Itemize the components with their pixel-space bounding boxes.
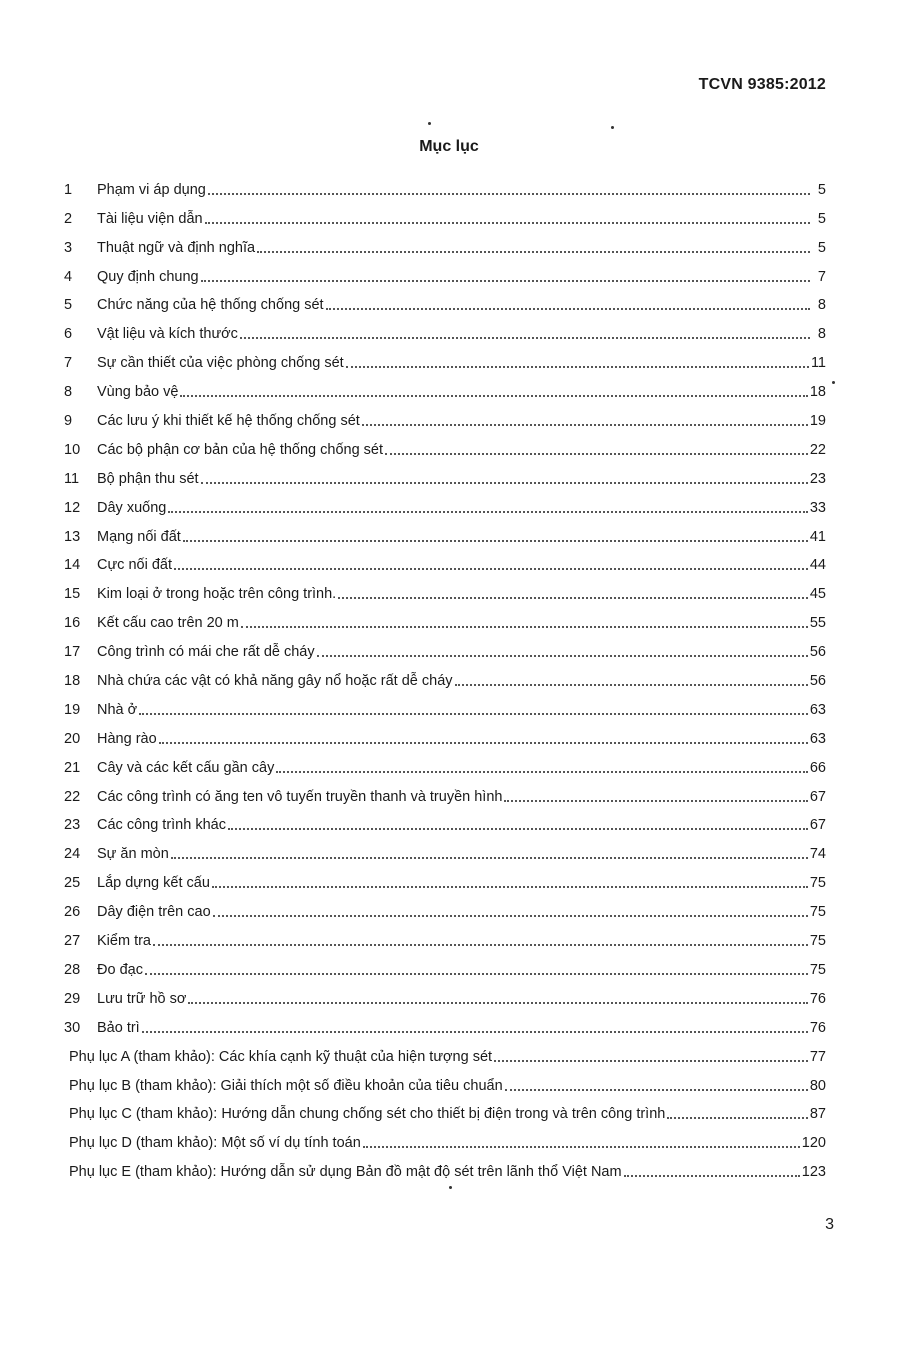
toc-appendix-row [64,1066,826,1095]
toc-row [64,228,826,257]
toc-page-number: 56 [809,673,826,690]
toc-entry-number: 26 [64,904,81,921]
toc-appendix-row [64,1123,826,1152]
scan-speck [611,126,614,129]
toc-entry-number: 18 [64,673,81,690]
dot-leader [208,193,810,195]
dot-leader [188,1002,807,1004]
toc-page-number: 55 [809,615,826,632]
toc-row [64,690,826,719]
toc-row [64,372,826,401]
toc-page-number: 7 [817,268,826,285]
toc-entry-label: Công trình có mái che rất dễ cháy [97,644,315,661]
toc-entry-number: 7 [64,355,73,372]
toc-page-number: 45 [809,586,826,603]
dot-leader [624,1175,800,1177]
toc-entry-label: Quy định chung [97,268,199,285]
toc-row [64,632,826,661]
toc-page-number: 63 [809,701,826,718]
toc-entry-number: 9 [64,413,73,430]
toc-entry-label: Các công trình khác [97,817,226,834]
dot-leader [276,771,808,773]
dot-leader [183,540,808,542]
scan-speck [428,122,431,125]
dot-leader [241,626,808,628]
toc-page-number: 75 [809,875,826,892]
toc-row [64,1008,826,1037]
dot-leader [505,1089,808,1091]
dot-leader [213,915,808,917]
toc-entry-label: Lưu trữ hồ sơ [97,990,187,1007]
dot-leader [153,944,808,946]
toc-row [64,286,826,315]
toc-entry-label: Dây xuống [97,499,167,516]
toc-appendix-label: Phụ lục D (tham khảo): Một số ví dụ tính toán [69,1135,361,1152]
dot-leader [257,251,810,253]
toc-entry-label: Vật liệu và kích thước [97,326,238,343]
toc-row [64,199,826,228]
toc-page-number: 5 [817,210,826,227]
toc-entry-label: Thuật ngữ và định nghĩa [97,239,256,256]
dot-leader [139,713,808,715]
toc-entry-label: Dây điện trên cao [97,904,211,921]
dot-leader [212,886,808,888]
toc-entry-number: 8 [64,384,73,401]
toc-page-number: 74 [809,846,826,863]
toc-entry-number: 16 [64,615,81,632]
dot-leader [362,424,808,426]
toc-row [64,343,826,372]
toc-page-number: 67 [809,788,826,805]
toc-entry-label: Cây và các kết cấu gần cây [97,759,275,776]
toc-page-number: 11 [810,355,826,372]
toc-page-number: 75 [809,961,826,978]
toc-entry-number: 6 [64,326,73,343]
dot-leader [180,395,807,397]
toc-entry-label: Nhà ở [97,701,138,718]
toc-row [64,661,826,690]
toc-entry-label: Mạng nối đất [97,528,181,545]
toc-entry-number: 4 [64,268,73,285]
toc-page-number: 63 [809,730,826,747]
table-of-contents [64,170,826,1181]
toc-row [64,314,826,343]
toc-entry-number: 1 [64,181,73,198]
toc-page-number: 75 [809,933,826,950]
toc-page-number: 76 [809,990,826,1007]
toc-page-number: 19 [809,413,826,430]
dot-leader [338,597,808,599]
toc-page-number: 23 [809,470,826,487]
dot-leader [159,742,808,744]
toc-entry-label: Kiểm tra [97,933,151,950]
toc-row [64,517,826,546]
toc-entry-label: Lắp dựng kết cấu [97,875,210,892]
toc-entry-label: Đo đạc [97,961,143,978]
toc-entry-label: Sự ăn mòn [97,846,169,863]
toc-page-number: 18 [809,384,826,401]
toc-entry-number: 5 [64,297,73,314]
toc-row [64,806,826,835]
toc-row [64,459,826,488]
dot-leader [145,973,808,975]
toc-page-number: 8 [817,326,826,343]
toc-appendix-label: Phụ lục A (tham khảo): Các khía cạnh kỹ thuật của hiện tượng sét [69,1048,493,1065]
toc-row [64,892,826,921]
toc-entry-label: Phạm vi áp dụng [97,181,206,198]
toc-page-number: 67 [809,817,826,834]
toc-page-number: 87 [809,1106,826,1123]
toc-page-number: 76 [809,1019,826,1036]
toc-entry-label: Các công trình có ăng ten vô tuyến truyền thanh và truyền hình [97,788,503,805]
dot-leader [174,568,808,570]
toc-page-number: 80 [809,1077,826,1094]
toc-page-number: 66 [809,759,826,776]
toc-row [64,863,826,892]
toc-page-number: 8 [817,297,826,314]
toc-page-number: 75 [809,904,826,921]
toc-entry-number: 12 [64,499,81,516]
scan-speck [449,1186,452,1189]
toc-row [64,834,826,863]
toc-appendix-row [64,1095,826,1124]
toc-page-number: 22 [809,441,826,458]
toc-appendix-row [64,1152,826,1181]
dot-leader [494,1060,808,1062]
toc-entry-label: Cực nối đất [97,557,172,574]
dot-leader [385,453,808,455]
toc-entry-number: 19 [64,701,81,718]
dot-leader [667,1117,808,1119]
toc-entry-number: 29 [64,990,81,1007]
dot-leader [171,857,808,859]
toc-entry-number: 21 [64,759,81,776]
toc-row [64,170,826,199]
toc-row [64,430,826,459]
toc-entry-number: 17 [64,644,81,661]
toc-entry-number: 20 [64,730,81,747]
scan-speck [832,381,835,384]
toc-page-number: 120 [801,1135,826,1152]
toc-page-number: 5 [817,181,826,198]
dot-leader [317,655,808,657]
dot-leader [240,337,810,339]
toc-row [64,257,826,286]
dot-leader [504,800,807,802]
toc-page-number: 44 [809,557,826,574]
toc-page-number: 5 [817,239,826,256]
toc-entry-number: 13 [64,528,81,545]
toc-entry-label: Tài liệu viện dẫn [97,210,203,227]
toc-entry-label: Nhà chứa các vật có khả năng gây nổ hoặc rất dễ cháy [97,673,453,690]
toc-entry-label: Bộ phận thu sét [97,470,199,487]
toc-entry-label: Các bộ phận cơ bản của hệ thống chống sét [97,441,384,458]
toc-entry-number: 2 [64,210,73,227]
dot-leader [363,1146,800,1148]
toc-row [64,777,826,806]
toc-page-number: 41 [809,528,826,545]
toc-entry-label: Kết cấu cao trên 20 m [97,615,239,632]
dot-leader [205,222,810,224]
dot-leader [201,482,808,484]
dot-leader [455,684,808,686]
toc-entry-label: Hàng rào [97,730,157,747]
dot-leader [346,366,809,368]
toc-entry-label: Bảo trì [97,1019,140,1036]
toc-title: Mục lục [419,138,479,155]
toc-appendix-row [64,1037,826,1066]
toc-entry-number: 28 [64,961,81,978]
dot-leader [168,511,808,513]
toc-row [64,574,826,603]
toc-appendix-label: Phụ lục B (tham khảo): Giải thích một số điều khoản của tiêu chuẩn [69,1077,503,1094]
toc-page-number: 77 [809,1048,826,1065]
toc-entry-number: 23 [64,817,81,834]
toc-entry-label: Kim loại ở trong hoặc trên công trình. [97,586,337,603]
toc-row [64,950,826,979]
toc-entry-number: 15 [64,586,81,603]
page-number: 3 [825,1216,834,1233]
toc-row [64,719,826,748]
toc-entry-number: 11 [64,470,80,487]
toc-entry-label: Các lưu ý khi thiết kế hệ thống chống sét [97,413,360,430]
toc-row [64,488,826,517]
toc-entry-number: 10 [64,441,81,458]
toc-appendix-label: Phụ lục C (tham khảo): Hướng dẫn chung chống sét cho thiết bị điện trong và trên công trình [69,1106,666,1123]
toc-row [64,603,826,632]
toc-entry-number: 22 [64,788,81,805]
toc-entry-number: 3 [64,239,73,256]
toc-entry-label: Sự cần thiết của việc phòng chống sét [97,355,344,372]
toc-row [64,748,826,777]
toc-entry-number: 24 [64,846,81,863]
toc-entry-label: Vùng bảo vệ [97,384,179,401]
dot-leader [201,280,810,282]
dot-leader [142,1031,808,1033]
toc-row [64,921,826,950]
toc-entry-label: Chức năng của hệ thống chống sét [97,297,324,314]
toc-row [64,546,826,575]
dot-leader [228,828,808,830]
toc-page-number: 123 [801,1164,826,1181]
toc-appendix-label: Phụ lục E (tham khảo): Hướng dẫn sử dụng Bản đồ mật độ sét trên lãnh thổ Việt Nam [69,1164,622,1181]
standard-code: TCVN 9385:2012 [698,76,826,93]
toc-entry-number: 27 [64,933,81,950]
toc-row [64,979,826,1008]
toc-page-number: 56 [809,644,826,661]
toc-row [64,401,826,430]
toc-page-number: 33 [809,499,826,516]
toc-entry-number: 14 [64,557,81,574]
dot-leader [326,308,810,310]
toc-entry-number: 25 [64,875,81,892]
toc-entry-number: 30 [64,1019,81,1036]
